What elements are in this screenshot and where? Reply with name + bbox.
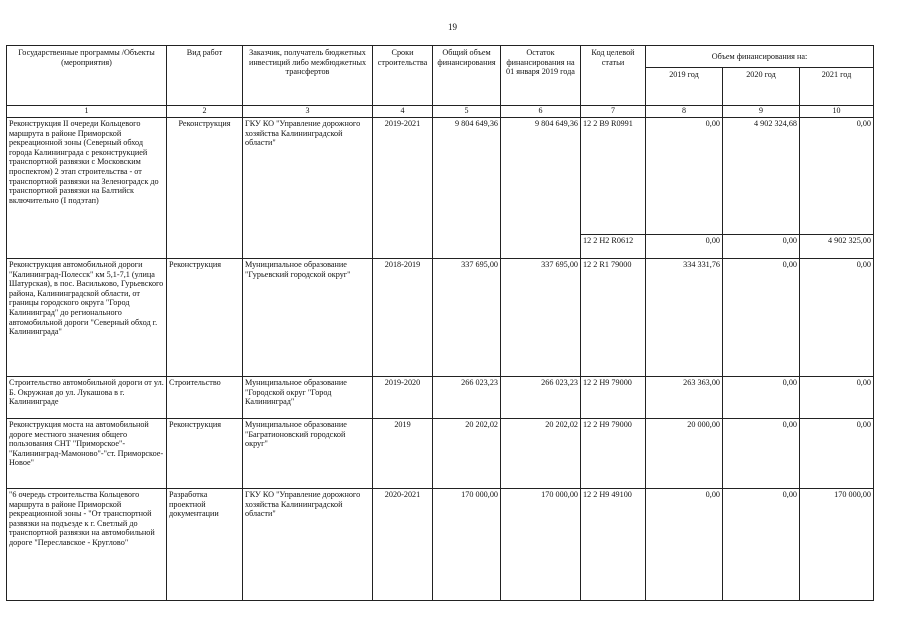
cell-2020: 0,00 — [723, 259, 800, 377]
funding-table — [6, 45, 874, 601]
header-total: Общий объем финансирования — [433, 46, 501, 106]
col-number: 1 — [7, 106, 167, 118]
cell-balance: 9 804 649,36 — [501, 118, 581, 259]
cell-work-type: Строительство — [167, 377, 243, 419]
cell-program: Реконструкция автомобильной дороги "Калининград-Полесск" км 5,1-7,1 (улица Шатурская), в пос. Васильково, Гурьевского района, Калининградской области, от границы городского округа "Город Калининград" до регионального автомобильной дороги "Северный обход г. Калининграда" — [7, 259, 167, 377]
col-number: 6 — [501, 106, 581, 118]
cell-balance: 20 202,02 — [501, 419, 581, 489]
cell-code: 12 2 H9 49100 — [581, 489, 646, 601]
cell-term: 2019-2021 — [373, 118, 433, 259]
col-number: 2 — [167, 106, 243, 118]
cell-2019: 0,00 — [646, 489, 723, 601]
cell-customer: Муниципальное образование "Гурьевский городской округ" — [243, 259, 373, 377]
header-2019: 2019 год — [646, 68, 723, 106]
cell-term: 2019 — [373, 419, 433, 489]
table-row — [7, 489, 874, 601]
col-number: 10 — [800, 106, 874, 118]
cell-2020: 0,00 — [723, 235, 800, 259]
cell-customer: Муниципальное образование "Багратионовский городской округ" — [243, 419, 373, 489]
cell-program: Реконструкция моста на автомобильной дороге местного значения общего пользования СНТ "Приморское"-"Калининград-Мамоново"-"ст. Приморское-Новое" — [7, 419, 167, 489]
cell-2021: 0,00 — [800, 377, 874, 419]
col-number: 3 — [243, 106, 373, 118]
header-funding-group: Объем финансирования на: — [646, 46, 874, 68]
cell-work-type: Реконструкция — [167, 118, 243, 259]
cell-2021: 170 000,00 — [800, 489, 874, 601]
col-number: 9 — [723, 106, 800, 118]
header-2020: 2020 год — [723, 68, 800, 106]
cell-code: 12 2 H2 R0612 — [581, 235, 646, 259]
cell-2021: 0,00 — [800, 419, 874, 489]
header-balance: Остаток финансирования на 01 января 2019 года — [501, 46, 581, 106]
cell-balance: 337 695,00 — [501, 259, 581, 377]
header-program: Государственные программы /Объекты (мероприятия) — [7, 46, 167, 106]
cell-2020: 4 902 324,68 — [723, 118, 800, 235]
cell-total: 266 023,23 — [433, 377, 501, 419]
cell-total: 170 000,00 — [433, 489, 501, 601]
table-row — [7, 259, 874, 377]
cell-2021: 4 902 325,00 — [800, 235, 874, 259]
header-customer: Заказчик, получатель бюджетных инвестиций либо межбюджетных трансфертов — [243, 46, 373, 106]
cell-2019: 263 363,00 — [646, 377, 723, 419]
page-number: 19 — [448, 22, 457, 32]
cell-program: Реконструкция II очереди Кольцевого маршрута в районе Приморской рекреационной зоны (Северный обход города Калининграда с реконструкцией транспортной развязки с Московским проспектом) 2 этап строительства - от транспортной развязки на Зеленоградск до транспортной развязки на Балтийск включительно (I подэтап) — [7, 118, 167, 259]
cell-2019: 20 000,00 — [646, 419, 723, 489]
cell-program: "6 очередь строительства Кольцевого маршрута в районе Приморской рекреационной зоны - "От транспортной развязки на подъезде к г. Светлый до транспортной развязки на автомобильной дороге "Переславское - Кругловo" — [7, 489, 167, 601]
header-work-type: Вид работ — [167, 46, 243, 106]
cell-total: 337 695,00 — [433, 259, 501, 377]
cell-code: 12 2 B9 R0991 — [581, 118, 646, 235]
col-number: 5 — [433, 106, 501, 118]
cell-balance: 266 023,23 — [501, 377, 581, 419]
header-2021: 2021 год — [800, 68, 874, 106]
cell-2020: 0,00 — [723, 489, 800, 601]
table-row — [7, 377, 874, 419]
col-number: 7 — [581, 106, 646, 118]
col-number: 4 — [373, 106, 433, 118]
cell-2021: 0,00 — [800, 118, 874, 235]
cell-term: 2018-2019 — [373, 259, 433, 377]
cell-total: 20 202,02 — [433, 419, 501, 489]
cell-term: 2020-2021 — [373, 489, 433, 601]
cell-2020: 0,00 — [723, 377, 800, 419]
cell-term: 2019-2020 — [373, 377, 433, 419]
cell-work-type: Реконструкция — [167, 419, 243, 489]
cell-program: Строительство автомобильной дороги от ул. Б. Окружная до ул. Лукашова в г. Калининграде — [7, 377, 167, 419]
col-number: 8 — [646, 106, 723, 118]
header-code: Код целевой статьи — [581, 46, 646, 106]
cell-2021: 0,00 — [800, 259, 874, 377]
header-term: Сроки строительства — [373, 46, 433, 106]
column-numbers-row — [7, 106, 874, 118]
cell-work-type: Разработка проектной документации — [167, 489, 243, 601]
header-row — [7, 46, 874, 68]
cell-2020: 0,00 — [723, 419, 800, 489]
cell-2019: 0,00 — [646, 235, 723, 259]
cell-work-type: Реконструкция — [167, 259, 243, 377]
table-row — [7, 118, 874, 235]
cell-code: 12 2 H9 79000 — [581, 419, 646, 489]
cell-customer: Муниципальное образование "Городской округ "Город Калининград" — [243, 377, 373, 419]
cell-2019: 0,00 — [646, 118, 723, 235]
cell-total: 9 804 649,36 — [433, 118, 501, 259]
cell-balance: 170 000,00 — [501, 489, 581, 601]
cell-2019: 334 331,76 — [646, 259, 723, 377]
cell-customer: ГКУ КО "Управление дорожного хозяйства Калининградской области" — [243, 489, 373, 601]
cell-customer: ГКУ КО "Управление дорожного хозяйства Калининградской области" — [243, 118, 373, 259]
table-row — [7, 419, 874, 489]
cell-code: 12 2 H9 79000 — [581, 377, 646, 419]
cell-code: 12 2 R1 79000 — [581, 259, 646, 377]
